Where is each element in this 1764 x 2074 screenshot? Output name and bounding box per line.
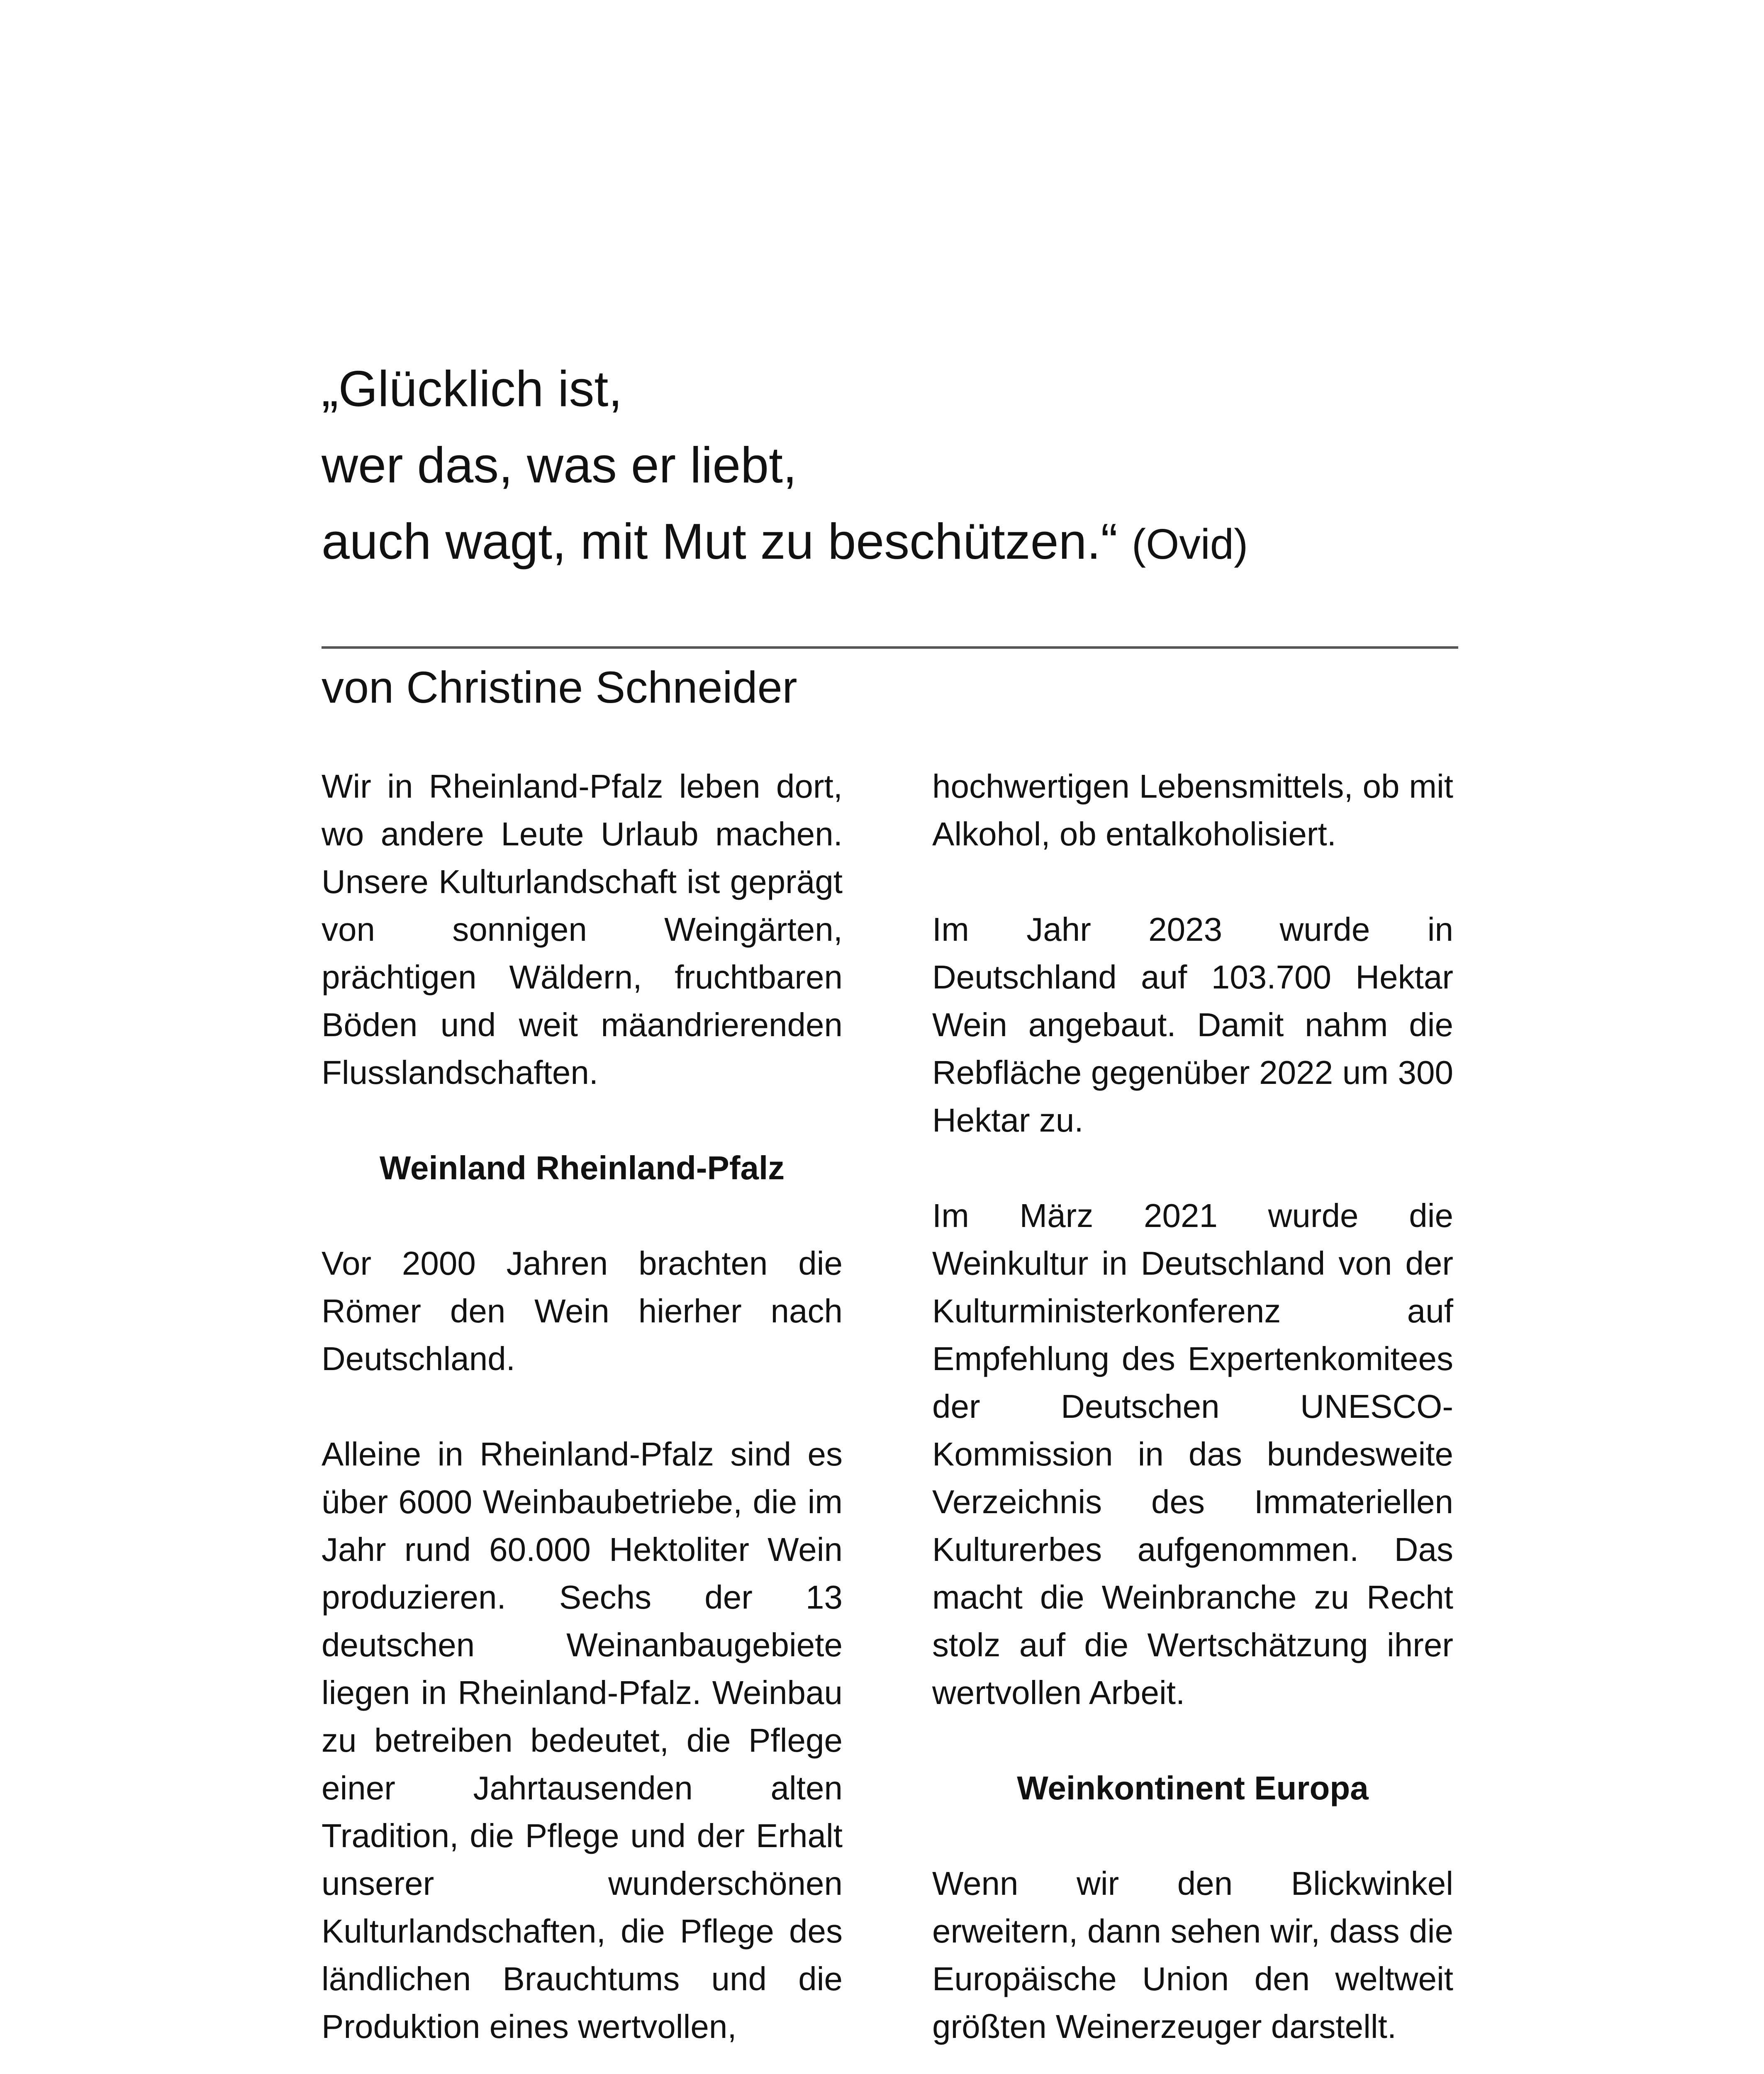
left-column (322, 762, 843, 2050)
paragraph: Im Jahr 2023 wurde in Deutschland auf 103.700 Hektar Wein angebaut. Damit nahm die Rebfläche gegenüber 2022 um 300 Hektar zu. (932, 911, 1453, 1139)
byline: von Christine Schneider (322, 662, 797, 712)
quote-line-2: wer das, was er liebt, (322, 437, 797, 493)
divider-line (322, 646, 1458, 649)
quote-line-3 (322, 503, 1458, 582)
paragraph: Wenn wir den Blickwinkel erweitern, dann sehen wir, dass die Europäische Union den weltweit größten Weinerzeuger darstellt. (932, 1865, 1453, 2045)
epigraph-quote (322, 351, 1458, 582)
paragraph: Vor 2000 Jahren brachten die Römer den Wein hierher nach Deutschland. (322, 1245, 843, 1377)
section-heading: Weinland Rheinland-Pfalz (379, 1149, 785, 1186)
paragraph: hochwertigen Lebensmittels, ob mit Alkohol, ob entalkoholisiert. (932, 768, 1453, 852)
quote-line-1: „Glücklich ist, (322, 360, 623, 417)
right-column (932, 762, 1453, 2050)
section-heading: Weinkontinent Europa (1017, 1770, 1369, 1806)
paragraph: Wir in Rheinland-Pfalz leben dort, wo andere Leute Urlaub machen. Unsere Kulturlandschaft ist geprägt von sonnigen Weingärten, prächtigen Wäldern, fruchtbaren Böden und weit mäandrierenden Flusslandschaften. (322, 768, 843, 1091)
quote-author: (Ovid) (1131, 520, 1248, 568)
paragraph: Im März 2021 wurde die Weinkultur in Deutschland von der Kulturministerkonferenz auf Empfehlung des Expertenkomitees der Deutschen UNESCO-Kommission in das bundesweite Verzeichnis des Immateriellen Kulturerbes aufgenommen. Das macht die Weinbranche zu Recht stolz auf die Wertschätzung ihrer wertvollen Arbeit. (932, 1197, 1453, 1711)
paragraph: Alleine in Rheinland-Pfalz sind es über 6000 Weinbaubetriebe, die im Jahr rund 60.000 Hektoliter Wein produzieren. Sechs der 13 deutschen Weinanbaugebiete liegen in Rheinland-Pfalz. Weinbau zu betreiben bedeutet, die Pflege einer Jahrtausenden alten Tradition, die Pflege und der Erhalt unserer wunderschönen Kulturlandschaften, die Pflege des ländlichen Brauchtums und die Produktion eines wertvollen, (322, 1436, 843, 2045)
quote-line-3-text: auch wagt, mit Mut zu beschützen.“ (322, 513, 1118, 570)
